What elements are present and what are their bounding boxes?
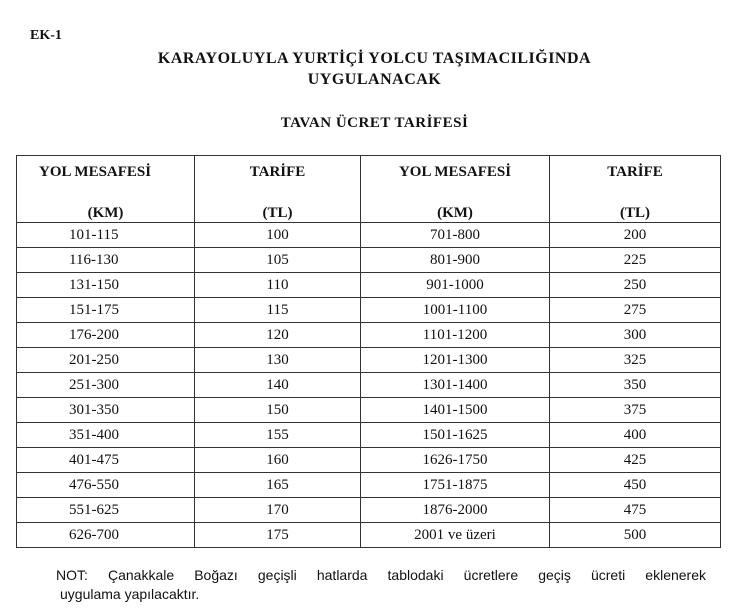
table-row [17, 273, 721, 298]
doc-subtitle: TAVAN ÜCRET TARİFESİ [280, 115, 469, 131]
distance-km-cell: 251-300 [17, 373, 195, 398]
header-distance-1 [17, 156, 195, 223]
tariff-tl-cell: 150 [195, 398, 361, 423]
header-distance-2-label: YOL MESAFESİ [398, 164, 512, 180]
tariff-table [16, 155, 721, 548]
footnote-line1: NOT: Çanakkale Boğazı geçişli hatlarda tablodaki ücretlere geçiş ücreti eklenerek [56, 567, 706, 583]
doc-title-line2: UYGULANACAK [307, 71, 442, 88]
header-distance-1-unit: (KM) [87, 205, 124, 221]
table-row [17, 398, 721, 423]
table-row [17, 523, 721, 548]
table-header-row [17, 156, 721, 223]
table-row [17, 298, 721, 323]
footnote [56, 566, 706, 604]
distance-km-cell: 1876-2000 [361, 498, 550, 523]
tariff-tl-cell: 275 [550, 298, 721, 323]
tariff-tl-cell: 115 [195, 298, 361, 323]
distance-km-cell: 1626-1750 [361, 448, 550, 473]
table-row [17, 248, 721, 273]
table-row [17, 473, 721, 498]
tariff-tl-cell: 375 [550, 398, 721, 423]
distance-km-cell: 701-800 [361, 223, 550, 248]
distance-km-cell: 176-200 [17, 323, 195, 348]
distance-km-cell: 901-1000 [361, 273, 550, 298]
table-row [17, 448, 721, 473]
tariff-tl-cell: 165 [195, 473, 361, 498]
distance-km-cell: 401-475 [17, 448, 195, 473]
tariff-tl-cell: 325 [550, 348, 721, 373]
table-row [17, 348, 721, 373]
distance-km-cell: 101-115 [17, 223, 195, 248]
tariff-tl-cell: 110 [195, 273, 361, 298]
distance-km-cell: 1001-1100 [361, 298, 550, 323]
table-row [17, 498, 721, 523]
header-tariff-1 [195, 156, 361, 223]
tariff-tl-cell: 120 [195, 323, 361, 348]
header-tariff-2-label: TARİFE [607, 164, 663, 180]
tariff-tl-cell: 100 [195, 223, 361, 248]
footnote-line2: uygulama yapılacaktır. [60, 586, 200, 602]
tariff-tl-cell: 400 [550, 423, 721, 448]
tariff-tl-cell: 425 [550, 448, 721, 473]
header-distance-2 [361, 156, 550, 223]
tariff-tl-cell: 175 [195, 523, 361, 548]
tariff-tl-cell: 105 [195, 248, 361, 273]
header-tariff-1-unit: (TL) [262, 205, 293, 221]
distance-km-cell: 801-900 [361, 248, 550, 273]
header-tariff-2 [550, 156, 721, 223]
distance-km-cell: 1501-1625 [361, 423, 550, 448]
distance-km-cell: 301-350 [17, 398, 195, 423]
distance-km-cell: 1301-1400 [361, 373, 550, 398]
distance-km-cell: 476-550 [17, 473, 195, 498]
tariff-tl-cell: 300 [550, 323, 721, 348]
distance-km-cell: 116-130 [17, 248, 195, 273]
tariff-tl-cell: 170 [195, 498, 361, 523]
distance-km-cell: 1401-1500 [361, 398, 550, 423]
header-distance-2-unit: (KM) [437, 205, 473, 221]
annex-label: EK-1 [30, 28, 62, 43]
table-row [17, 323, 721, 348]
distance-km-cell: 131-150 [17, 273, 195, 298]
distance-km-cell: 2001 ve üzeri [361, 523, 550, 548]
tariff-tl-cell: 500 [550, 523, 721, 548]
header-distance-1-label: YOL MESAFESİ [39, 164, 152, 180]
tariff-tl-cell: 475 [550, 498, 721, 523]
doc-title-line1: KARAYOLUYLA YURTİÇİ YOLCU TAŞIMACILIĞINDA [157, 50, 592, 67]
tariff-tl-cell: 130 [195, 348, 361, 373]
distance-km-cell: 351-400 [17, 423, 195, 448]
tariff-tl-cell: 350 [550, 373, 721, 398]
header-tariff-1-label: TARİFE [249, 164, 306, 180]
distance-km-cell: 551-625 [17, 498, 195, 523]
tariff-tl-cell: 140 [195, 373, 361, 398]
tariff-tl-cell: 200 [550, 223, 721, 248]
table-row [17, 223, 721, 248]
tariff-tl-cell: 225 [550, 248, 721, 273]
tariff-tl-cell: 160 [195, 448, 361, 473]
distance-km-cell: 1101-1200 [361, 323, 550, 348]
distance-km-cell: 1751-1875 [361, 473, 550, 498]
header-tariff-2-unit: (TL) [620, 205, 650, 221]
table-row [17, 423, 721, 448]
tariff-tl-cell: 450 [550, 473, 721, 498]
table-row [17, 373, 721, 398]
distance-km-cell: 151-175 [17, 298, 195, 323]
distance-km-cell: 201-250 [17, 348, 195, 373]
distance-km-cell: 1201-1300 [361, 348, 550, 373]
tariff-tl-cell: 155 [195, 423, 361, 448]
tariff-tl-cell: 250 [550, 273, 721, 298]
distance-km-cell: 626-700 [17, 523, 195, 548]
